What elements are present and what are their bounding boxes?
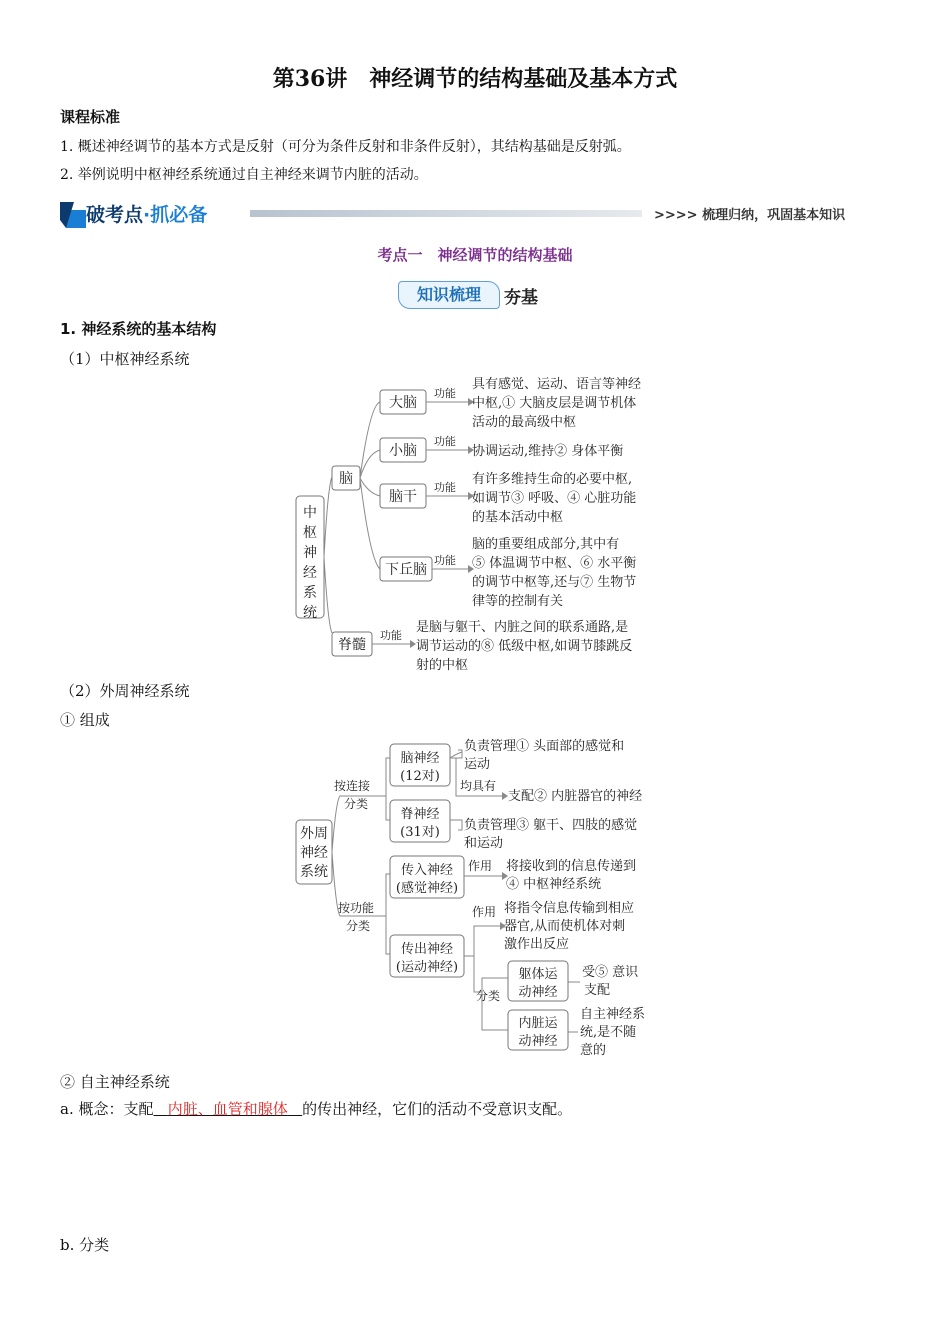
knowledge-badge (398, 281, 552, 309)
svg-text:传入神经: 传入神经 (400, 863, 454, 878)
standard-heading: 课程标准 (60, 108, 121, 126)
classify-line: b. 分类 (60, 1236, 110, 1254)
svg-text:射的中枢: 射的中枢 (416, 658, 469, 673)
svg-text:脑干: 脑干 (389, 489, 417, 505)
svg-text:器官,从而使机体对刺: 器官,从而使机体对刺 (504, 919, 626, 934)
svg-text:(运动神经): (运动神经) (395, 960, 459, 975)
effect-label: 作用 (468, 859, 493, 873)
svg-text:负责管理① 头面部的感觉和: 负责管理① 头面部的感觉和 (464, 739, 625, 754)
svg-text:中枢,① 大脑皮层是调节机体: 中枢,① 大脑皮层是调节机体 (472, 396, 637, 411)
svg-text:运动: 运动 (464, 757, 491, 772)
svg-text:⑤ 体温调节中枢、⑥ 水平衡: ⑤ 体温调节中枢、⑥ 水平衡 (472, 556, 637, 571)
answer-fill: 内脏、血管和腺体 (167, 1100, 288, 1118)
by-function-label: 分类 (346, 919, 371, 933)
visceral-motor-nerve: 动神经 (518, 1034, 558, 1049)
svg-text:经: 经 (303, 565, 317, 581)
standard-item: 1. 概述神经调节的基本方式是反射（可分为条件反射和非条件反射），其结构基础是反射弧。 (60, 139, 631, 155)
svg-text:如调节③ 呼吸、④ 心脏功能: 如调节③ 呼吸、④ 心脏功能 (472, 491, 637, 506)
svg-text:支配② 内脏器官的神经: 支配② 内脏器官的神经 (508, 789, 643, 804)
banner-title: 破考点·抓必备 (86, 204, 208, 226)
by-connection-label: 按连接 (334, 779, 371, 793)
by-connection-label: 分类 (344, 797, 369, 811)
svg-text:统: 统 (303, 605, 317, 621)
somatic-motor-nerve: 动神经 (518, 985, 558, 1000)
banner-subtitle: >>>> 梳理归纳，巩固基本知识 (654, 208, 846, 223)
svg-text:外周: 外周 (300, 826, 328, 842)
page-title: 第36讲 神经调节的结构基础及基本方式 (272, 66, 678, 92)
subsection-heading: ② 自主神经系统 (60, 1073, 170, 1091)
svg-text:激作出反应: 激作出反应 (504, 937, 570, 952)
svg-text:是脑与躯干、内脏之间的联系通路,是: 是脑与躯干、内脏之间的联系通路,是 (416, 620, 629, 635)
svg-text:功能: 功能 (380, 629, 402, 642)
svg-text:调节运动的⑧ 低级中枢,如调节膝跳反: 调节运动的⑧ 低级中枢,如调节膝跳反 (416, 639, 633, 654)
spinal-cord-label: 脊髓 (338, 637, 366, 653)
subsection-heading: ① 组成 (60, 711, 110, 729)
concept-line: a. 概念：支配 内脏、血管和腺体 的传出神经，它们的活动不受意识支配。 (60, 1100, 573, 1118)
svg-text:枢: 枢 (303, 525, 317, 541)
svg-text:功能: 功能 (434, 387, 456, 400)
kaodian-title: 考点一 神经调节的结构基础 (377, 246, 573, 264)
svg-text:律等的控制有关: 律等的控制有关 (472, 594, 564, 609)
svg-text:的调节中枢等,还与⑦ 生物节: 的调节中枢等,还与⑦ 生物节 (472, 575, 637, 590)
svg-text:和运动: 和运动 (464, 836, 504, 851)
svg-text:有许多维持生命的必要中枢,: 有许多维持生命的必要中枢, (472, 472, 633, 487)
svg-text:传出神经: 传出神经 (400, 942, 454, 957)
standard-item: 2. 举例说明中枢神经系统通过自主神经来调节内脏的活动。 (60, 167, 428, 183)
svg-text:系统: 系统 (300, 864, 328, 880)
banner-divider (250, 210, 642, 217)
svg-text:脑神经: 脑神经 (400, 751, 440, 766)
subsection-heading: （1）中枢神经系统 (60, 350, 190, 368)
svg-text:负责管理③ 躯干、四肢的感觉: 负责管理③ 躯干、四肢的感觉 (464, 818, 638, 833)
svg-text:大脑: 大脑 (389, 395, 417, 411)
svg-text:将指令信息传输到相应: 将指令信息传输到相应 (504, 901, 635, 916)
classify-label: 分类 (476, 989, 501, 1003)
brain-label: 脑 (339, 471, 353, 487)
both-have-label: 均具有 (460, 779, 497, 793)
cns-diagram (290, 375, 670, 675)
svg-text:功能: 功能 (434, 481, 456, 494)
svg-text:具有感觉、运动、语言等神经: 具有感觉、运动、语言等神经 (472, 377, 642, 392)
svg-text:活动的最高级中枢: 活动的最高级中枢 (472, 415, 577, 430)
svg-text:功能: 功能 (434, 435, 456, 448)
svg-text:脊神经: 脊神经 (400, 807, 440, 822)
effect-label: 作用 (472, 905, 497, 919)
by-function-label: 按功能 (338, 901, 375, 915)
svg-text:(31对): (31对) (400, 825, 440, 840)
svg-text:(感觉神经): (感觉神经) (395, 881, 459, 896)
section-heading: 1. 神经系统的基本结构 (60, 320, 217, 338)
svg-text:脑的重要组成部分,其中有: 脑的重要组成部分,其中有 (472, 537, 620, 552)
svg-text:的基本活动中枢: 的基本活动中枢 (472, 510, 564, 525)
svg-text:自主神经系: 自主神经系 (580, 1007, 646, 1022)
svg-text:下丘脑: 下丘脑 (385, 562, 427, 578)
svg-text:意的: 意的 (580, 1043, 607, 1058)
function-labels (380, 386, 456, 642)
svg-text:支配: 支配 (584, 983, 611, 998)
svg-text:功能: 功能 (434, 554, 456, 567)
svg-text:将接收到的信息传递到: 将接收到的信息传递到 (506, 859, 637, 874)
pns-diagram (290, 730, 670, 1060)
svg-text:协调运动,维持② 身体平衡: 协调运动,维持② 身体平衡 (472, 444, 624, 459)
banner-logo-icon (58, 198, 88, 234)
svg-text:神: 神 (303, 545, 317, 561)
section-banner (58, 196, 858, 236)
svg-text:④ 中枢神经系统: ④ 中枢神经系统 (506, 877, 602, 892)
svg-text:受⑤ 意识: 受⑤ 意识 (582, 965, 639, 980)
subsection-heading: （2）外周神经系统 (60, 682, 190, 700)
svg-text:统,是不随: 统,是不随 (580, 1025, 637, 1040)
svg-text:神经: 神经 (300, 845, 328, 861)
pns-root-label (300, 826, 328, 880)
svg-text:(12对): (12对) (400, 769, 440, 784)
svg-text:中: 中 (303, 505, 317, 521)
badge-tag: 夯基 (504, 288, 538, 308)
svg-text:小脑: 小脑 (389, 443, 417, 459)
visceral-motor-nerve: 内脏运 (518, 1016, 558, 1031)
cns-function-texts (416, 376, 641, 673)
svg-text:系: 系 (303, 585, 317, 601)
badge-label: 知识梳理 (398, 281, 500, 309)
somatic-motor-nerve: 躯体运 (518, 967, 558, 982)
